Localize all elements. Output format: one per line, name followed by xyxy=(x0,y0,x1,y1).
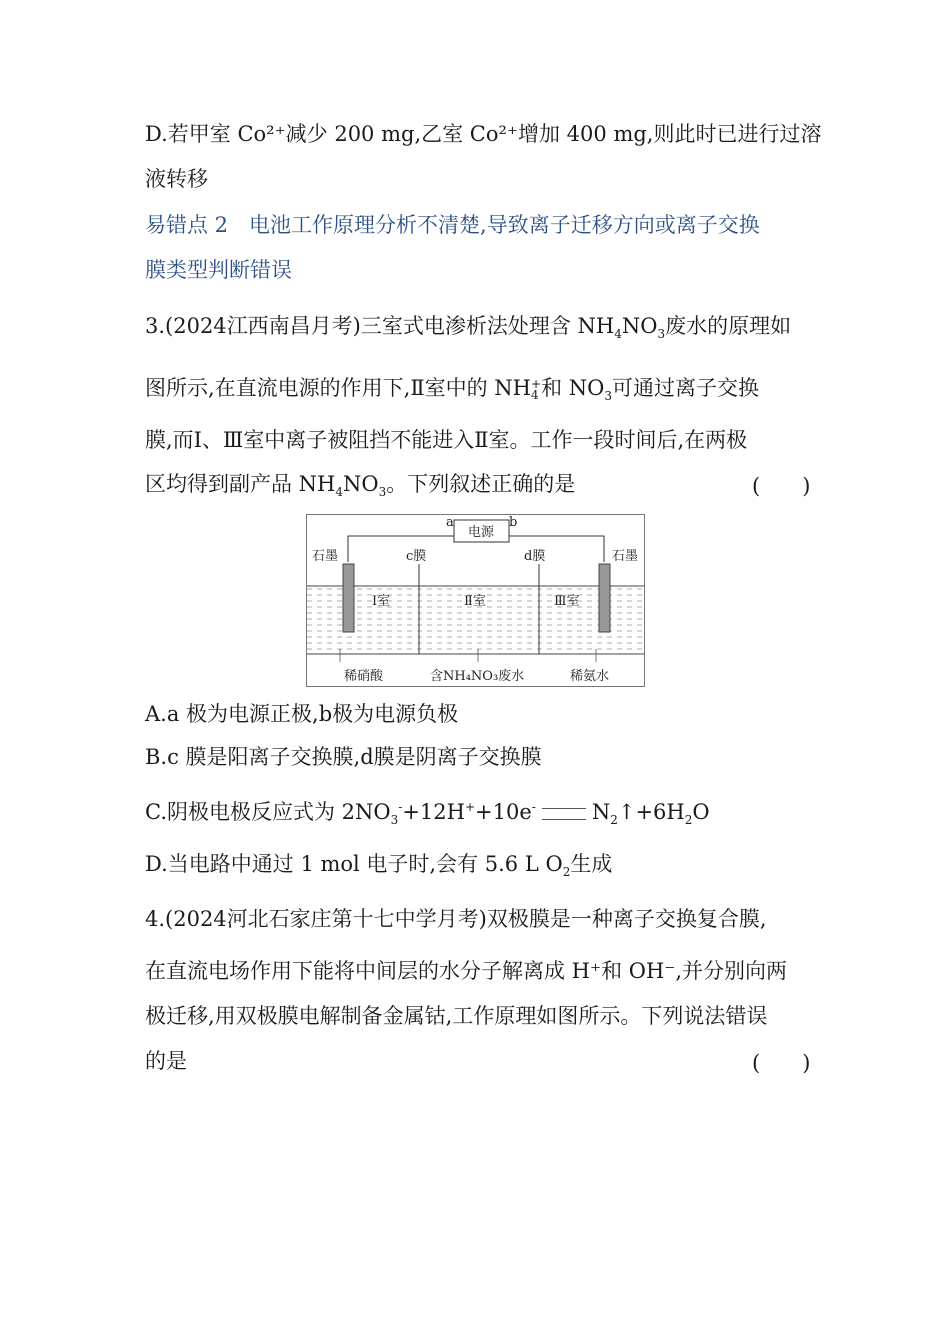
q3-text: N xyxy=(591,800,611,824)
electrodialysis-diagram xyxy=(306,514,646,688)
pitfall-heading-line2: 膜类型判断错误 xyxy=(145,258,292,282)
q3-text: NO xyxy=(621,314,658,338)
q3-option-d xyxy=(145,850,612,878)
superscript: - xyxy=(531,800,536,814)
ammonium-nitrate-wastewater-label: 含NH₄NO₃废水 xyxy=(430,669,525,684)
terminal-b-label: b xyxy=(509,515,518,530)
q3-number: 3.(2024 xyxy=(145,314,227,338)
subscript: 4 xyxy=(335,485,344,500)
q3-stem-line3: 膜,而Ⅰ、Ⅲ室中离子被阻挡不能进入Ⅱ室。工作一段时间后,在两极 xyxy=(145,428,748,452)
room-3-label: Ⅲ室 xyxy=(554,594,580,609)
q4-stem-line4: 的是 xyxy=(145,1049,187,1073)
room-1-label: Ⅰ室 xyxy=(372,594,391,609)
q3-stem-line4 xyxy=(145,470,575,498)
right-electrode-label: 石墨 xyxy=(612,549,639,564)
q3-stem-line2 xyxy=(145,374,759,402)
q3-option-a: A.a 极为电源正极,b极为电源负极 xyxy=(145,702,459,726)
q3-stem-line1 xyxy=(145,312,791,340)
q3-text: 生成 xyxy=(570,852,613,876)
q3-text: C.阴极电极反应式为 2NO xyxy=(145,800,391,824)
power-source-label: 电源 xyxy=(468,525,495,540)
q3-text: +12H xyxy=(402,800,465,824)
q4-stem-line3: 极迁移,用双极膜电解制备金属钴,工作原理如图所示。下列说法错误 xyxy=(145,1004,768,1028)
q3-option-b: B.c 膜是阳离子交换膜,d膜是阴离子交换膜 xyxy=(145,745,542,769)
d-membrane-label: d膜 xyxy=(524,549,546,564)
subscript: 4 xyxy=(531,387,539,402)
subscript: 3 xyxy=(378,485,387,500)
q3-text: NO xyxy=(343,472,379,496)
q3-text: 和 NO xyxy=(541,376,605,400)
left-graphite-electrode xyxy=(343,564,354,632)
subscript: 2 xyxy=(610,813,618,828)
q3-option-c xyxy=(145,798,710,826)
q3-text: 图所示,在直流电源的作用下,Ⅱ室中的 NH xyxy=(145,376,531,400)
q4-stem-line2: 在直流电场作用下能将中间层的水分子解离成 H⁺和 OH⁻,并分别向两 xyxy=(145,959,788,983)
subscript: 4 xyxy=(614,327,622,342)
c-membrane-label: c膜 xyxy=(406,549,427,564)
left-electrode-label: 石墨 xyxy=(312,549,339,564)
terminal-a-label: a xyxy=(446,515,454,530)
subscript: 3 xyxy=(657,327,666,342)
q3-text: ↑+6H xyxy=(617,800,685,824)
dilute-ammonia-label: 稀氨水 xyxy=(570,669,610,684)
q3-text: 区均得到副产品 NH xyxy=(145,472,336,496)
subscript: 2 xyxy=(562,865,571,880)
q3-text: 。下列叙述正确的是 xyxy=(386,472,576,496)
q4-stem-line1 xyxy=(145,905,767,933)
q3-text: O xyxy=(692,800,710,824)
superscript: + xyxy=(531,376,542,391)
subscript: 3 xyxy=(390,813,399,828)
subscript: 2 xyxy=(684,813,693,828)
q4-number: 4.(2024 xyxy=(145,907,227,931)
q3-text: +10e xyxy=(475,800,532,824)
q3-text: D.当电路中通过 1 mol 电子时,会有 5.6 L O xyxy=(145,852,563,876)
q2-option-d-line1: D.若甲室 Co²⁺减少 200 mg,乙室 Co²⁺增加 400 mg,则此时已进行过溶 xyxy=(145,122,822,146)
equals-sign-icon xyxy=(542,808,586,820)
q4-answer-paren: ( ) xyxy=(752,1051,811,1075)
superscript: - xyxy=(398,800,403,814)
q3-text: 废水的原理如 xyxy=(665,314,792,338)
q3-text: 江西南昌月考)三室式电渗析法处理含 NH xyxy=(226,314,615,338)
dilute-nitric-acid-label: 稀硝酸 xyxy=(344,669,384,684)
right-graphite-electrode xyxy=(599,564,610,632)
q4-text: 河北石家庄第十七中学月考)双极膜是一种离子交换复合膜, xyxy=(226,907,767,931)
pitfall-heading-line1: 易错点 2 电池工作原理分析不清楚,导致离子迁移方向或离子交换 xyxy=(145,213,760,237)
room-2-label: Ⅱ室 xyxy=(464,594,486,609)
q2-option-d-line2: 液转移 xyxy=(145,167,208,191)
q3-text: 可通过离子交换 xyxy=(611,376,759,400)
superscript: + xyxy=(464,800,476,814)
q3-answer-paren: ( ) xyxy=(752,474,811,498)
subscript: 3 xyxy=(604,389,612,404)
